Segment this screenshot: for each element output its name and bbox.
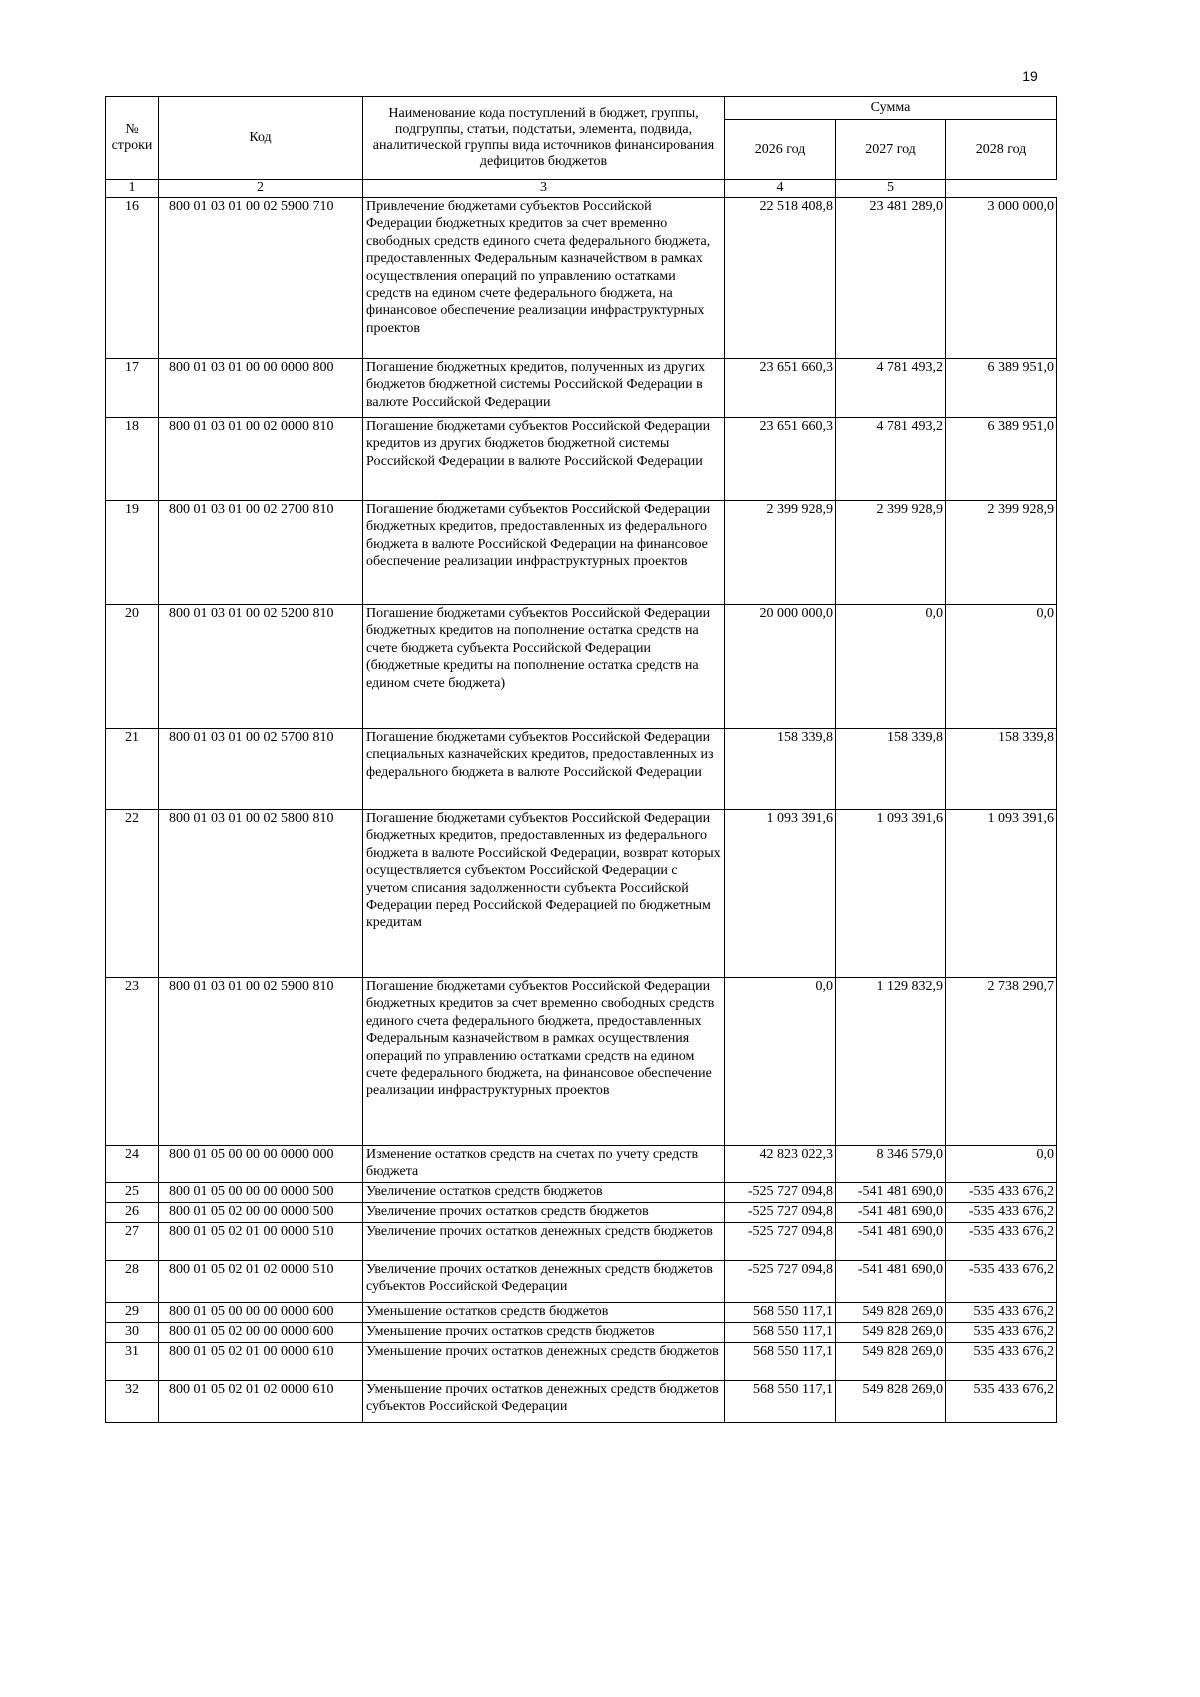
row-code: 800 01 03 01 00 00 0000 800 (159, 359, 363, 418)
table-row (106, 418, 1057, 501)
row-number: 17 (106, 359, 159, 418)
row-number: 26 (106, 1203, 159, 1223)
amount-2028: 1 093 391,6 (946, 810, 1057, 978)
amount-2028: 6 389 951,0 (946, 418, 1057, 501)
amount-2026: 23 651 660,3 (725, 418, 836, 501)
amount-2027: -541 481 690,0 (836, 1223, 946, 1261)
amount-2028: 535 433 676,2 (946, 1323, 1057, 1343)
row-code: 800 01 05 00 00 00 0000 000 (159, 1146, 363, 1183)
table-row (106, 1323, 1057, 1343)
row-code: 800 01 05 00 00 00 0000 500 (159, 1183, 363, 1203)
page-number: 19 (1022, 68, 1038, 84)
row-code: 800 01 05 02 00 00 0000 500 (159, 1203, 363, 1223)
row-code: 800 01 03 01 00 02 5200 810 (159, 605, 363, 729)
amount-2028: 0,0 (946, 1146, 1057, 1183)
amount-2028: -535 433 676,2 (946, 1261, 1057, 1303)
row-code: 800 01 03 01 00 02 5700 810 (159, 729, 363, 810)
row-name: Уменьшение остатков средств бюджетов (363, 1303, 725, 1323)
row-name: Погашение бюджетами субъектов Российской Федерации бюджетных кредитов, предоставленных из федерального бюджета в валюте Российской Федерации, возврат которых осуществляется субъектом Российской Федерации с учетом списания задолженности субъекта Российской Федерации перед Российской Федерацией по бюджетным кредитам (363, 810, 725, 978)
row-name: Увеличение прочих остатков денежных средств бюджетов субъектов Российской Федерации (363, 1261, 725, 1303)
row-number: 25 (106, 1183, 159, 1203)
amount-2026: 2 399 928,9 (725, 501, 836, 605)
amount-2027: 4 781 493,2 (836, 359, 946, 418)
amount-2028: 3 000 000,0 (946, 198, 1057, 359)
table-row (106, 810, 1057, 978)
table-row (106, 1303, 1057, 1323)
row-code: 800 01 05 02 01 00 0000 510 (159, 1223, 363, 1261)
amount-2028: 158 339,8 (946, 729, 1057, 810)
row-name: Уменьшение прочих остатков средств бюджетов (363, 1323, 725, 1343)
amount-2028: 535 433 676,2 (946, 1343, 1057, 1381)
amount-2027: 1 129 832,9 (836, 978, 946, 1146)
row-number: 21 (106, 729, 159, 810)
row-name: Увеличение прочих остатков средств бюджетов (363, 1203, 725, 1223)
row-number: 19 (106, 501, 159, 605)
row-number: 32 (106, 1381, 159, 1423)
amount-2027: -541 481 690,0 (836, 1261, 946, 1303)
amount-2027: 549 828 269,0 (836, 1343, 946, 1381)
amount-2026: 42 823 022,3 (725, 1146, 836, 1183)
row-number: 29 (106, 1303, 159, 1323)
row-number: 30 (106, 1323, 159, 1343)
amount-2028: 0,0 (946, 605, 1057, 729)
table-row (106, 978, 1057, 1146)
amount-2027: 4 781 493,2 (836, 418, 946, 501)
row-code: 800 01 05 00 00 00 0000 600 (159, 1303, 363, 1323)
amount-2026: 22 518 408,8 (725, 198, 836, 359)
row-code: 800 01 05 02 01 00 0000 610 (159, 1343, 363, 1381)
column-number: 3 (363, 180, 725, 198)
amount-2027: 549 828 269,0 (836, 1323, 946, 1343)
amount-2026: 568 550 117,1 (725, 1323, 836, 1343)
row-number: 24 (106, 1146, 159, 1183)
sources-of-financing-table (105, 96, 1057, 1423)
row-number: 18 (106, 418, 159, 501)
amount-2026: 158 339,8 (725, 729, 836, 810)
row-number: 28 (106, 1261, 159, 1303)
table-row (106, 1343, 1057, 1381)
row-number: 23 (106, 978, 159, 1146)
row-code: 800 01 03 01 00 02 5900 710 (159, 198, 363, 359)
table-row (106, 605, 1057, 729)
table-row (106, 1223, 1057, 1261)
amount-2028: 535 433 676,2 (946, 1381, 1057, 1423)
header-year-2028: 2028 год (946, 120, 1057, 180)
table-row (106, 501, 1057, 605)
amount-2026: 568 550 117,1 (725, 1343, 836, 1381)
row-code: 800 01 05 02 00 00 0000 600 (159, 1323, 363, 1343)
header-row-1 (106, 97, 1057, 120)
amount-2026: -525 727 094,8 (725, 1183, 836, 1203)
row-code: 800 01 03 01 00 02 5900 810 (159, 978, 363, 1146)
amount-2028: 6 389 951,0 (946, 359, 1057, 418)
row-number: 22 (106, 810, 159, 978)
header-year-2026: 2026 год (725, 120, 836, 180)
column-number: 5 (836, 180, 946, 198)
row-code: 800 01 03 01 00 02 0000 810 (159, 418, 363, 501)
amount-2026: -525 727 094,8 (725, 1261, 836, 1303)
amount-2027: 549 828 269,0 (836, 1381, 946, 1423)
amount-2026: 20 000 000,0 (725, 605, 836, 729)
amount-2028: -535 433 676,2 (946, 1203, 1057, 1223)
header-sum: Сумма (725, 97, 1057, 120)
amount-2026: 0,0 (725, 978, 836, 1146)
amount-2027: -541 481 690,0 (836, 1183, 946, 1203)
amount-2027: 158 339,8 (836, 729, 946, 810)
row-name: Погашение бюджетами субъектов Российской Федерации кредитов из других бюджетов бюджетной системы Российской Федерации в валюте Российской Федерации (363, 418, 725, 501)
amount-2027: -541 481 690,0 (836, 1203, 946, 1223)
row-name: Уменьшение прочих остатков денежных средств бюджетов (363, 1343, 725, 1381)
table-row (106, 729, 1057, 810)
amount-2026: 1 093 391,6 (725, 810, 836, 978)
table-row (106, 1203, 1057, 1223)
amount-2026: -525 727 094,8 (725, 1203, 836, 1223)
table-row (106, 1146, 1057, 1183)
amount-2026: 23 651 660,3 (725, 359, 836, 418)
row-name: Увеличение прочих остатков денежных средств бюджетов (363, 1223, 725, 1261)
row-code: 800 01 03 01 00 02 2700 810 (159, 501, 363, 605)
column-number: 2 (159, 180, 363, 198)
row-code: 800 01 05 02 01 02 0000 610 (159, 1381, 363, 1423)
row-name: Погашение бюджетами субъектов Российской Федерации бюджетных кредитов за счет временно свободных средств единого счета федерального бюджета, предоставленных Федеральным казначейством в рамках осуществления операций по управлению остатками средств на едином счете федерального бюджета, на финансовое обеспечение реализации инфраструктурных проектов (363, 978, 725, 1146)
row-name: Привлечение бюджетами субъектов Российской Федерации бюджетных кредитов за счет временно свободных средств единого счета федерального бюджета, предоставленных Федеральным казначейством в рамках осуществления операций по управлению остатками средств на едином счете федерального бюджета, на финансовое обеспечение реализации инфраструктурных проектов (363, 198, 725, 359)
header-code: Код (159, 97, 363, 180)
amount-2027: 549 828 269,0 (836, 1303, 946, 1323)
row-name: Погашение бюджетных кредитов, полученных из других бюджетов бюджетной системы Российской Федерации в валюте Российской Федерации (363, 359, 725, 418)
column-numbers-row (106, 180, 1057, 198)
table-row (106, 1183, 1057, 1203)
header-name: Наименование кода поступлений в бюджет, группы, подгруппы, статьи, подстатьи, элемента, подвида, аналитической группы вида источников финансирования дефицитов бюджетов (363, 97, 725, 180)
column-number: 1 (106, 180, 159, 198)
column-number: 4 (725, 180, 836, 198)
row-name: Увеличение остатков средств бюджетов (363, 1183, 725, 1203)
row-code: 800 01 05 02 01 02 0000 510 (159, 1261, 363, 1303)
header-year-2027: 2027 год (836, 120, 946, 180)
amount-2028: 2 738 290,7 (946, 978, 1057, 1146)
amount-2027: 0,0 (836, 605, 946, 729)
row-number: 27 (106, 1223, 159, 1261)
amount-2028: 535 433 676,2 (946, 1303, 1057, 1323)
amount-2026: 568 550 117,1 (725, 1303, 836, 1323)
amount-2027: 1 093 391,6 (836, 810, 946, 978)
amount-2028: 2 399 928,9 (946, 501, 1057, 605)
table-row (106, 1381, 1057, 1423)
row-name: Уменьшение прочих остатков денежных средств бюджетов субъектов Российской Федерации (363, 1381, 725, 1423)
amount-2026: -525 727 094,8 (725, 1223, 836, 1261)
amount-2026: 568 550 117,1 (725, 1381, 836, 1423)
row-name: Изменение остатков средств на счетах по учету средств бюджета (363, 1146, 725, 1183)
table-row (106, 1261, 1057, 1303)
row-number: 16 (106, 198, 159, 359)
row-name: Погашение бюджетами субъектов Российской Федерации специальных казначейских кредитов, предоставленных из федерального бюджета в валюте Российской Федерации (363, 729, 725, 810)
table-body (106, 198, 1057, 1423)
row-code: 800 01 03 01 00 02 5800 810 (159, 810, 363, 978)
header-row-number: № строки (106, 97, 159, 180)
amount-2028: -535 433 676,2 (946, 1223, 1057, 1261)
row-number: 20 (106, 605, 159, 729)
amount-2027: 2 399 928,9 (836, 501, 946, 605)
amount-2027: 8 346 579,0 (836, 1146, 946, 1183)
row-name: Погашение бюджетами субъектов Российской Федерации бюджетных кредитов на пополнение остатка средств на счете бюджета субъекта Российской Федерации (бюджетные кредиты на пополнение остатка средств на едином счете бюджета) (363, 605, 725, 729)
row-number: 31 (106, 1343, 159, 1381)
row-name: Погашение бюджетами субъектов Российской Федерации бюджетных кредитов, предоставленных из федерального бюджета в валюте Российской Федерации на финансовое обеспечение реализации инфраструктурных проектов (363, 501, 725, 605)
table-row (106, 198, 1057, 359)
table-row (106, 359, 1057, 418)
amount-2028: -535 433 676,2 (946, 1183, 1057, 1203)
amount-2027: 23 481 289,0 (836, 198, 946, 359)
